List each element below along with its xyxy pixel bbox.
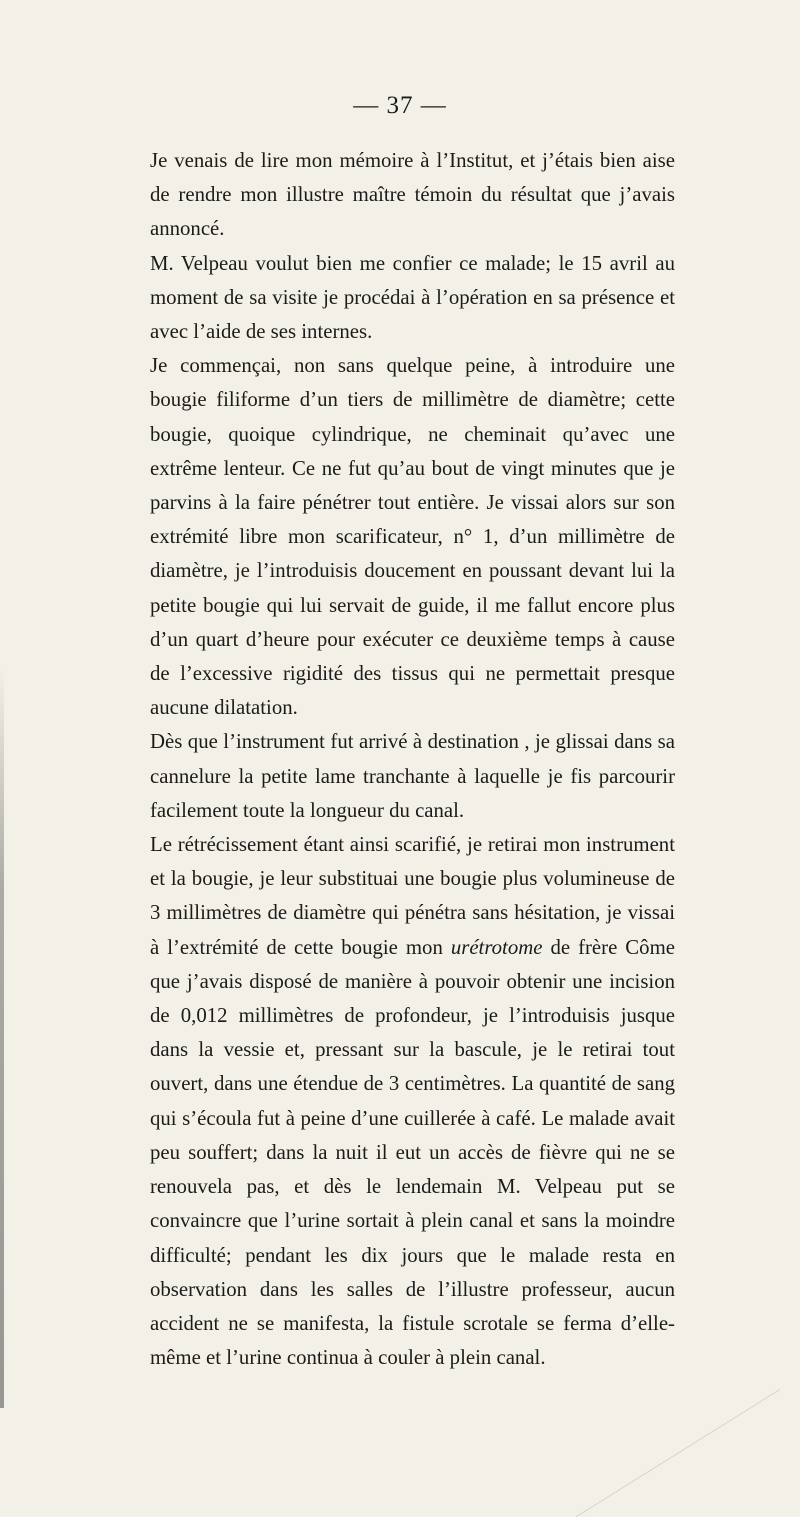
paragraph-3: Je commençai, non sans quelque peine, à introduire une bougie filiforme d’un tiers de millimètre de diamètre; cette bougie, quoique cylindrique, ne cheminait qu’avec une extrême lenteur. Ce ne fut qu’au bout de vingt minutes que je parvins à la faire pénétrer tout entière. Je vissai alors sur son extrémité libre mon scarificateur, n° 1, d’un millimètre de diamètre, je l’introduisis doucement en poussant devant lui la petite bougie qui lui servait de guide, il me fallut encore plus d’un quart d’heure pour exécuter ce deuxième temps à cause de l’excessive rigidité des tissus qui ne permettait presque aucune dilatation. bbox=[150, 354, 675, 720]
page-number: — 37 — bbox=[353, 92, 447, 119]
paragraph-5-part-2: de frère Côme que j’avais disposé de manière à pouvoir obtenir une incision de 0,012 millimètres de profondeur, je l’introduisis jusque dans la vessie et, pressant sur la bascule, je le retirai tout ouvert, dans une étendue de 3 centimètres. La quantité de sang qui s’écoula fut à peine d’une cuillerée à café. Le malade avait peu souffert; dans la nuit il eut un accès de fièvre qui ne se renouvela pas, et dès le lendemain M. Velpeau put se convaincre que l’urine sortait à plein canal et sans la moindre difficulté; pendant les dix jours que le malade resta en observation dans les salles de l’illustre professeur, aucun accident ne se manifesta, la fistule scrotale se ferma d’elle-même et l’urine continua à couler à plein canal. bbox=[150, 935, 675, 1370]
paragraph-4: Dès que l’instrument fut arrivé à destination , je glissai dans sa cannelure la petite lame tranchante à laquelle je fis parcourir facilement toute la longueur du canal. bbox=[150, 730, 675, 822]
page-edge-shadow bbox=[0, 668, 4, 1408]
paragraph-5-part-1: Le rétrécissement étant ainsi scarifié, je retirai mon instrument et la bougie, je leur substituai une bougie plus volumineuse de 3 millimètres de diamètre qui pénétra sans hésitation, je vissai à l’extrémité de cette bougie mon bbox=[150, 833, 675, 959]
paragraph-2: M. Velpeau voulut bien me confier ce malade; le 15 avril au moment de sa visite je procédai à l’opération en sa présence et avec l’aide de ses internes. bbox=[150, 251, 675, 344]
paper-fold-mark bbox=[576, 1389, 780, 1517]
body-text bbox=[150, 144, 675, 1375]
paragraph-5 bbox=[150, 828, 675, 1375]
paragraph-1: Je venais de lire mon mémoire à l’Institut, et j’étais bien aise de rendre mon illustre maître témoin du résultat que j’avais annoncé. bbox=[150, 149, 675, 241]
uretrotome-term: urétrotome bbox=[450, 935, 543, 959]
